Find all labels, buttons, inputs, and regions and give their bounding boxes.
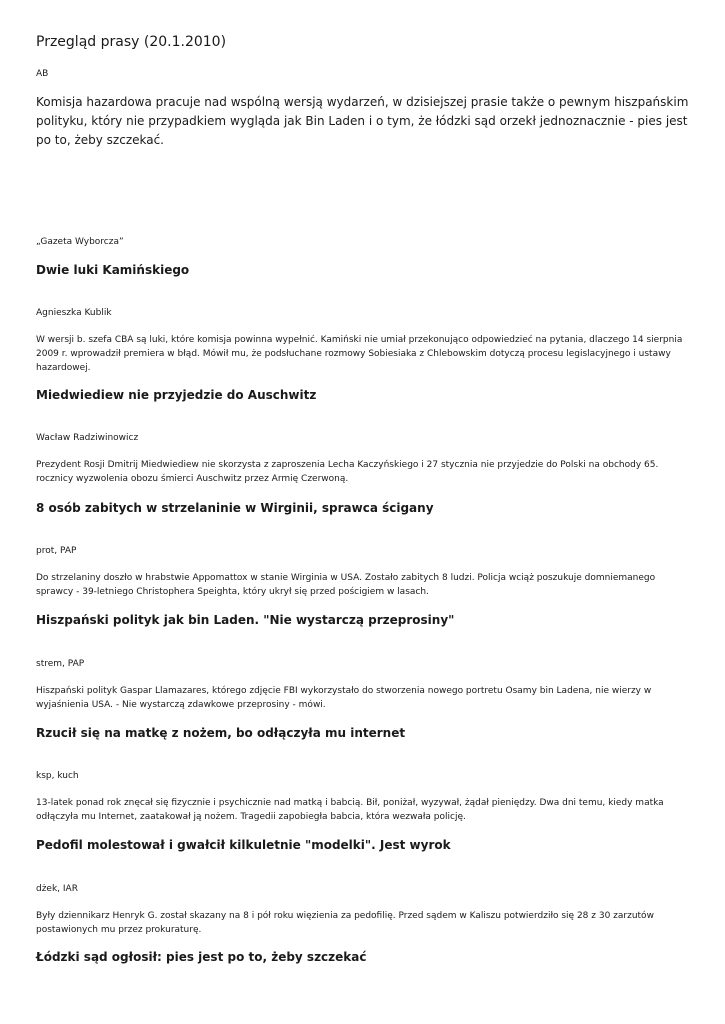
article-byline: dżek, IAR	[36, 884, 78, 894]
article-headline: 8 osób zabitych w strzelaninie w Wirginii, sprawca ścigany	[36, 501, 434, 515]
article-byline: Agnieszka Kublik	[36, 308, 112, 318]
document-author: AB	[36, 69, 49, 79]
article	[36, 949, 692, 965]
article	[36, 612, 692, 710]
lead-paragraph: Komisja hazardowa pracuje nad wspólną wersją wydarzeń, w dzisiejszej prasie także o pewnym hiszpańskim polityku, który nie przypadkiem wygląda jak Bin Laden i o tym, że łódzki sąd orzekł jednoznacznie - pies jest po to, żeby szczekać.	[36, 95, 689, 147]
article	[36, 725, 692, 822]
article-byline: strem, PAP	[36, 659, 85, 669]
article-headline: Miedwiediew nie przyjedzie do Auschwitz	[36, 388, 317, 402]
article	[36, 837, 692, 935]
document-title: Przegląd prasy (20.1.2010)	[36, 34, 227, 50]
article	[36, 387, 692, 484]
article-summary: Prezydent Rosji Dmitrij Miedwiediew nie skorzysta z zaproszenia Lecha Kaczyńskiego i 27 stycznia nie przyjedzie do Polski na obchody 65. rocznicy wyzwolenia obozu śmierci Auschwitz przez Armię Czerwoną.	[36, 460, 659, 484]
article-summary: Do strzelaniny doszło w hrabstwie Appomattox w stanie Wirginia w USA. Zostało zabitych 8 ludzi. Policja wciąż poszukuje domniemanego sprawcy - 39-letniego Christophera Speighta, który ukrył się przed pościgiem w lasach.	[36, 573, 656, 597]
article-headline: Pedofil molestował i gwałcił kilkuletnie "modelki". Jest wyrok	[36, 838, 451, 852]
article-summary: Hiszpański polityk Gaspar Llamazares, którego zdjęcie FBI wykorzystało do stworzenia nowego portretu Osamy bin Ladena, nie wierzy w wyjaśnienia USA. - Nie wystarczą zdawkowe przeprosiny - mówi.	[36, 686, 652, 710]
article-summary: W wersji b. szefa CBA są luki, które komisja powinna wypełnić. Kamiński nie umiał przekonująco odpowiedzieć na pytania, dlaczego 14 sierpnia 2009 r. wprowadził premiera w błąd. Mówił mu, że podsłuchane rozmowy Sobiesiaka z Chlebowskim dotyczą procesu legislacyjnego i ustawy hazardowej.	[36, 335, 683, 373]
article-headline: Dwie luki Kamińskiego	[36, 263, 190, 277]
article-summary: Były dziennikarz Henryk G. został skazany na 8 i pół roku więzienia za pedofilię. Przed sądem w Kaliszu potwierdziło się 28 z 30 zarzutów postawionych mu przez prokuraturę.	[36, 911, 654, 935]
article	[36, 500, 692, 597]
source-name: „Gazeta Wyborcza”	[36, 237, 124, 247]
article-byline: Wacław Radziwinowicz	[36, 433, 139, 443]
article-headline: Hiszpański polityk jak bin Laden. "Nie wystarczą przeprosiny"	[36, 613, 455, 627]
article	[36, 262, 692, 373]
article-byline: ksp, kuch	[36, 771, 79, 781]
article-byline: prot, PAP	[36, 546, 77, 556]
article-summary: 13-latek ponad rok znęcał się fizycznie i psychicznie nad matką i babcią. Bił, poniżał, wyzywał, żądał pieniędzy. Dwa dni temu, kiedy matka odłączyła mu Internet, zaatakował ją nożem. Tragedii zapobiegła babcia, która wezwała policję.	[36, 798, 664, 822]
article-headline: Rzucił się na matkę z nożem, bo odłączyła mu internet	[36, 726, 406, 740]
article-headline: Łódzki sąd ogłosił: pies jest po to, żeby szczekać	[36, 950, 367, 964]
